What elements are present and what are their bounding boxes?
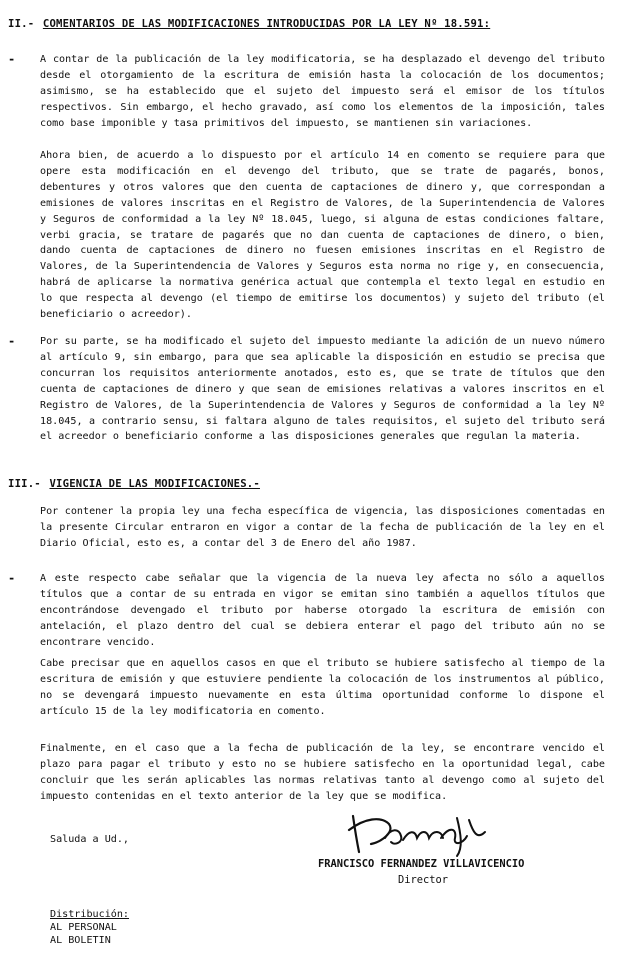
section-3-paragraph-4: Finalmente, en el caso que a la fecha de publicación de la ley, se encontrare vencido el plazo para pagar el tributo y esto no se hubiere satisfecho en la oportunidad legal, cabe concluir que les serán aplicables las normas relativas tanto al devengo como al sujeto del impuesto contenidas en el texto anterior de la ley que se modifica.	[40, 743, 605, 802]
section-2-heading	[8, 18, 490, 30]
section-3-paragraph-3: Cabe precisar que en aquellos casos en que el tributo se hubiere satisfecho al tiempo de la escritura de emisión y que estuviere pendiente la colocación de los instrumentos al público, no se devengará impuesto nuevamente en esta última oportunidad conforme lo dispone el artículo 15 de la ley modificatoria en comento.	[40, 658, 605, 717]
section-3-paragraph-1: Por contener la propia ley una fecha específica de vigencia, las disposiciones comentadas en la presente Circular entraron en vigor a contar de la fecha de publicación de la ley en el Diario Oficial, esto es, a contar del 3 de Enero del año 1987.	[40, 506, 605, 549]
section-2-title: COMENTARIOS DE LAS MODIFICACIONES INTRODUCIDAS POR LA LEY Nº 18.591:	[42, 18, 491, 30]
distribution-block	[50, 908, 129, 947]
section-2-paragraph-1: A contar de la publicación de la ley modificatoria, se ha desplazado el devengo del tributo desde el otorgamiento de la escritura de emisión hasta la colocación de los documentos; asimismo, se ha establecido que el sujeto del impuesto será el emisor de los títulos respectivos. Sin embargo, el hecho gravado, así como los elementos de la imposición, tales como base imponible y tasa primitivos del impuesto, se mantienen sin variaciones.	[40, 54, 605, 129]
distribution-item: AL PERSONAL	[50, 922, 117, 933]
section-3-heading	[8, 478, 260, 490]
section-2-number: II.-	[8, 18, 35, 30]
signatory-name: FRANCISCO FERNANDEZ VILLAVICENCIO	[318, 858, 525, 870]
section-2-paragraph-3: Por su parte, se ha modificado el sujeto del impuesto mediante la adición de un nuevo número al artículo 9, sin embargo, para que sea aplicable la disposición en estudio se precisa que concurran los requisitos anteriormente anotados, esto es, que se trate de títulos que den cuenta de captaciones de dinero y que sean de emisiones relativas a valores inscritos en el Registro de Valores, de la Superintendencia de Valores y Seguros de conformidad a la ley Nº 18.045, a contrario sensu, si faltara alguno de tales requisitos, el sujeto del tributo será el acreedor o beneficiario conforme a las disposiciones generales que regulan la materia.	[40, 336, 605, 443]
distribution-item: AL BOLETIN	[50, 935, 111, 946]
section-3-number: III.-	[8, 478, 41, 490]
section-3-title: VIGENCIA DE LAS MODIFICACIONES.-	[49, 478, 260, 490]
bullet-dash: -	[8, 334, 16, 348]
handwritten-signature	[345, 808, 495, 858]
signatory-role: Director	[398, 874, 449, 886]
closing-greeting: Saluda a Ud.,	[50, 834, 130, 845]
distribution-title: Distribución:	[50, 909, 130, 920]
bullet-dash: -	[8, 571, 16, 585]
section-2-paragraph-2: Ahora bien, de acuerdo a lo dispuesto por el artículo 14 en comento se requiere para que opere esta modificación en el devengo del tributo, que se trate de pagarés, bonos, debentures y otros valores que den cuenta de captaciones de dinero y, que correspondan a emisiones de valores inscritas en el Registro de Valores, de la Superintendencia de Valores y Seguros de conformidad a la ley Nº 18.045, luego, si alguna de estas condiciones faltare, verbi gracia, se tratare de pagarés que no dan cuenta de captaciones de dinero, o bien, dando cuenta de captaciones de dinero no fuesen emisiones inscritas en el Registro de Valores, de la Superintendencia de Valores y Seguros esta norma no rige y, en consecuencia, habrá de aplicarse la normativa genérica actual que contempla el texto legal en estudio en lo que respecta al devengo (el tiempo de emitirse los documentos) y sujeto del tributo (el beneficiario o acreedor).	[40, 150, 605, 321]
bullet-dash: -	[8, 52, 16, 66]
section-3-paragraph-2: A este respecto cabe señalar que la vigencia de la nueva ley afecta no sólo a aquellos títulos que a contar de su entrada en vigor se emitan sino también a aquellos títulos que encontrándose devengado el tributo por haberse otorgado la escritura de emisión con antelación, el plazo dentro del cual se debiera enterar el pago del tributo aún no se encontrare vencido.	[40, 573, 605, 648]
